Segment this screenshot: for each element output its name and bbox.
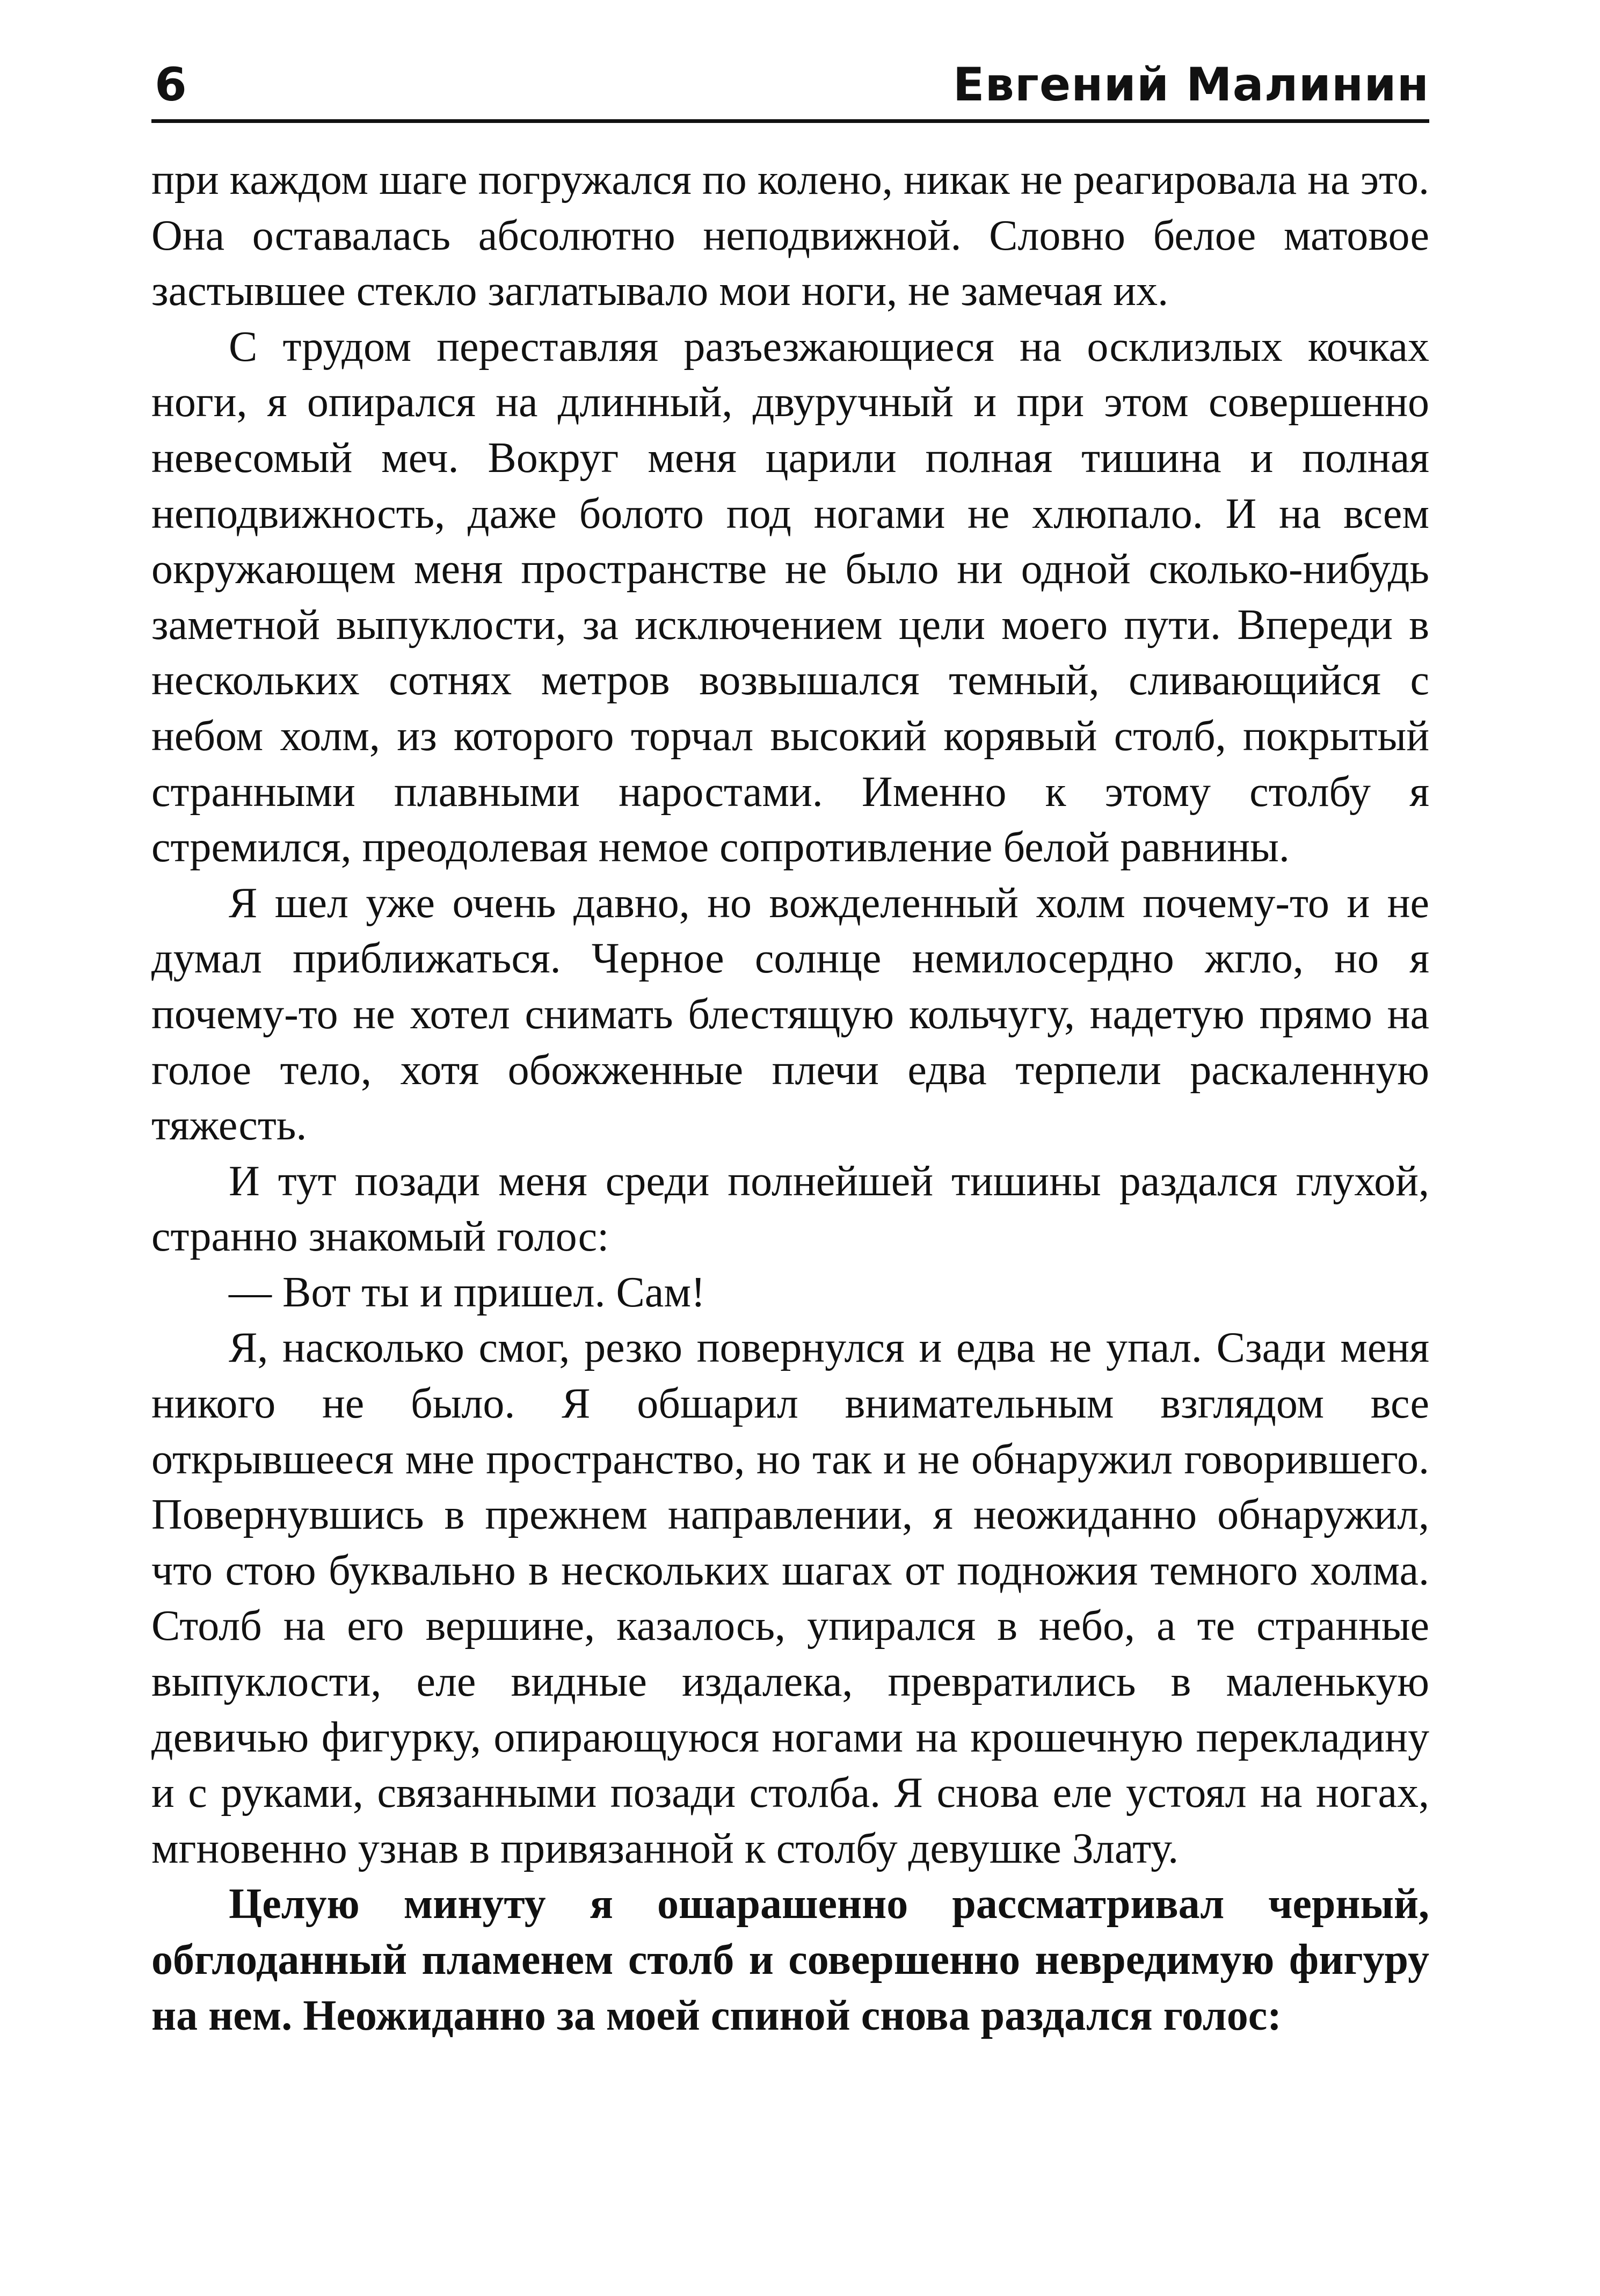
page-header xyxy=(151,53,1429,117)
paragraph: С трудом переставляя разъезжающиеся на осклизлых кочках ноги, я опирался на длинный, двуручный и при этом совершенно невесомый меч. Вокруг меня царили полная тишина и полная неподвижность, даже болото под ногами не хлюпало. И на всем окружающем меня пространстве не было ни одной сколько-нибудь заметной выпуклости, за исключением цели моего пути. Впереди в нескольких сотнях метров возвышался темный, сливающийся с небом холм, из которого торчал высокий корявый столб, покрытый странными плавными наростами. Именно к этому столбу я стремился, преодолевая немое сопротивление белой равнины. xyxy=(151,323,1429,871)
body-text xyxy=(151,152,1429,2044)
running-title: Евгений Малинин xyxy=(952,58,1429,112)
header-rule xyxy=(151,119,1429,123)
dialogue-line: — Вот ты и пришел. Сам! xyxy=(229,1268,706,1316)
paragraph: Я шел уже очень давно, но вожделенный холм почему-то и не думал приближаться. Черное солнце немилосердно жгло, но я почему-то не хотел снимать блестящую кольчугу, надетую прямо на голое тело, хотя обожженные плечи едва терпели раскаленную тяжесть. xyxy=(151,879,1429,1150)
paragraph: при каждом шаге погружался по колено, никак не реагировала на это. Она оставалась абсолютно неподвижной. Словно белое матовое застывшее стекло заглатывало мои ноги, не замечая их. xyxy=(151,156,1429,315)
paragraph: Я, насколько смог, резко повернулся и едва не упал. Сзади меня никого не было. Я обшарил внимательным взглядом все открывшееся мне пространство, но так и не обнаружил говорившего. Повернувшись в прежнем направлении, я неожиданно обнаружил, что стою буквально в нескольких шагах от подножия темного холма. Столб на его вершине, казалось, упирался в небо, а те странные выпуклости, еле видные издалека, превратились в маленькую девичью фигурку, опирающуюся ногами на крошечную перекладину и с руками, связанными позади столба. Я снова еле устоял на ногах, мгновенно узнав в привязанной к столбу девушке Злату. xyxy=(151,1324,1429,1872)
paragraph: И тут позади меня среди полнейшей тишины раздался глухой, странно знакомый голос: xyxy=(151,1157,1429,1261)
paragraph: Целую минуту я ошарашенно рассматривал черный, обглоданный пламенем столб и совершенно невредимую фигуру на нем. Неожиданно за моей спиной снова раздался голос: xyxy=(151,1880,1429,2039)
page-number: 6 xyxy=(155,58,187,112)
